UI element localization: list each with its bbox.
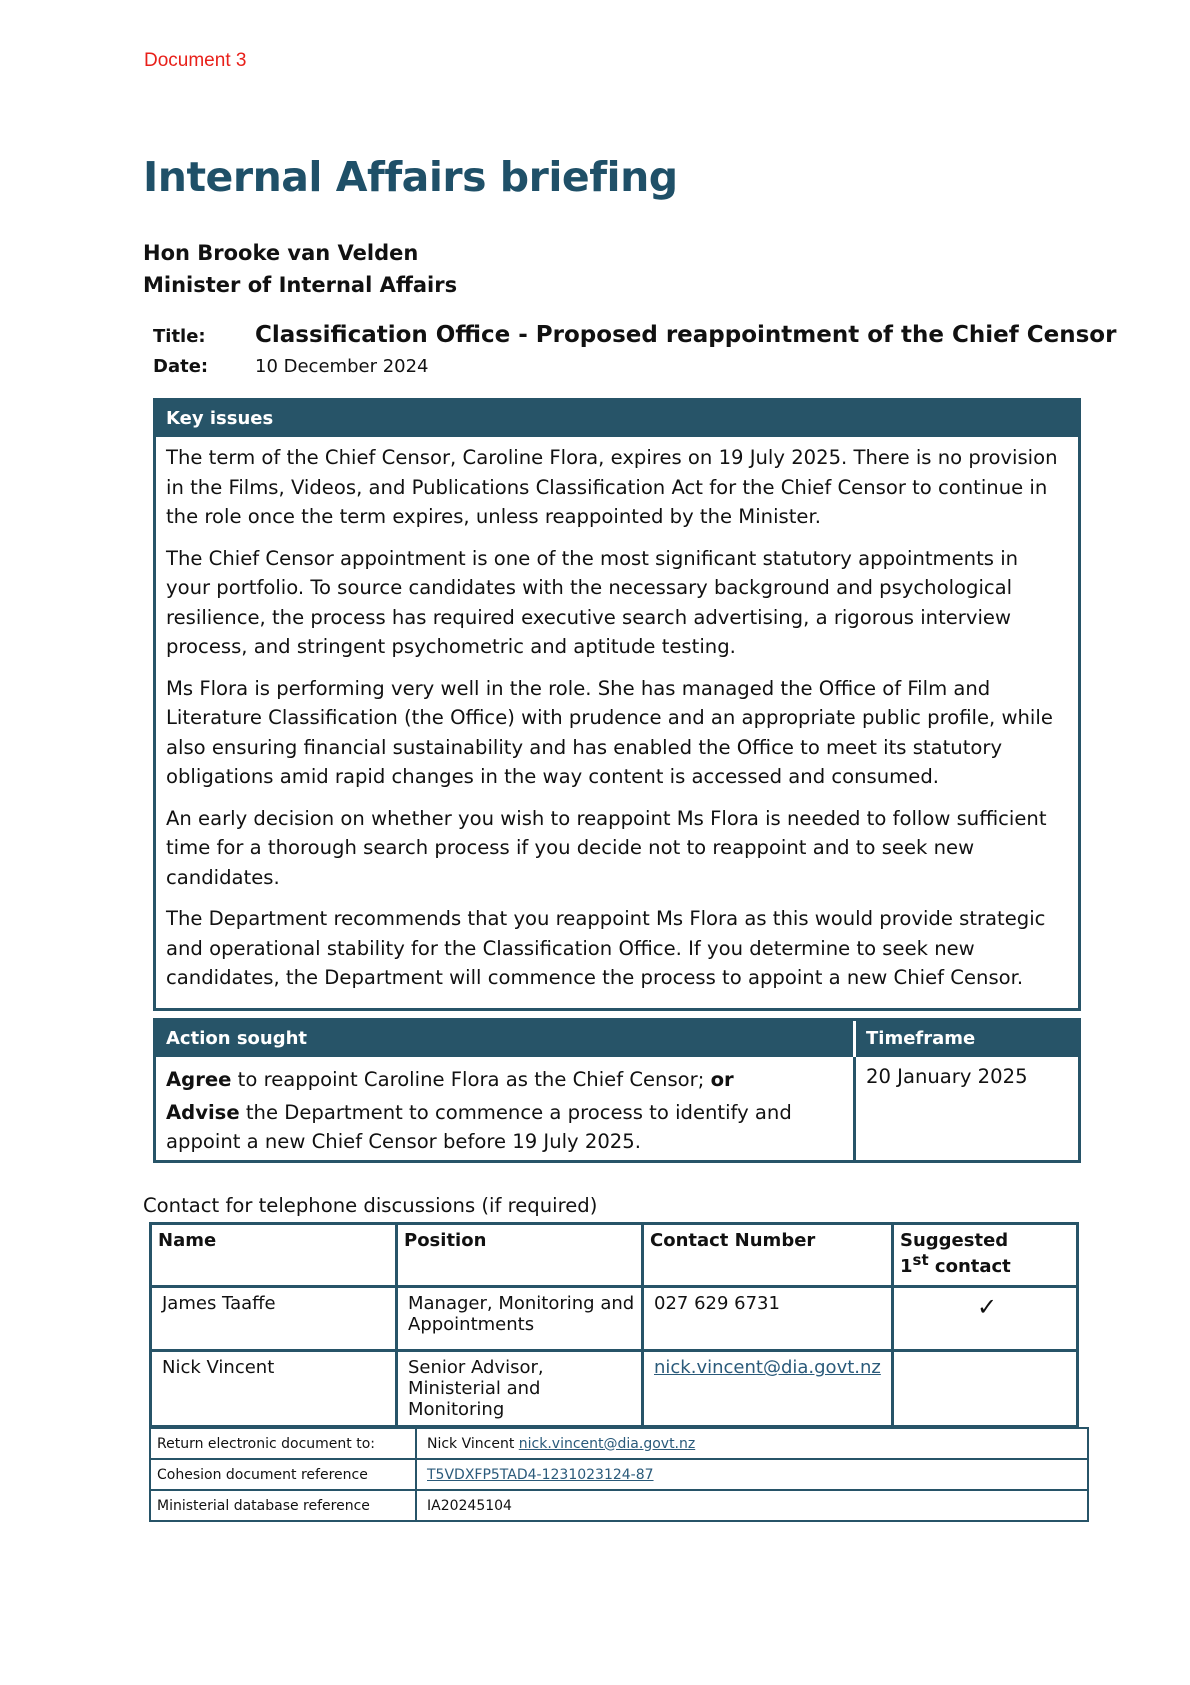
references-table: [149, 1427, 1089, 1522]
contact-name: Nick Vincent: [151, 1351, 397, 1427]
key-issue-paragraph: An early decision on whether you wish to reappoint Ms Flora is needed to follow sufficient time for a thorough search process if you decide not to reappoint and to seek new candidates.: [166, 806, 1047, 889]
suggested-ordinal: 1: [900, 1256, 913, 1277]
briefing-meta: [153, 322, 1116, 377]
date-label: Date:: [153, 356, 209, 377]
action-advise-line: [166, 1098, 843, 1156]
contacts-table: [149, 1222, 1079, 1428]
database-row: [150, 1490, 1088, 1521]
table-row: [151, 1351, 1078, 1427]
cohesion-reference-link[interactable]: T5VDXFP5TAD4-1231023124-87: [427, 1466, 654, 1483]
briefing-title: Classification Office - Proposed reappointment of the Chief Censor: [255, 322, 1117, 348]
minister-name: Hon Brooke van Velden: [143, 241, 419, 265]
addressee-block: [143, 237, 457, 301]
advise-text: the Department to commence a process to identify and appoint a new Chief Censor before 19 July 2025.: [166, 1101, 792, 1153]
action-agree-line: [166, 1065, 843, 1094]
timeframe-header: Timeframe: [856, 1021, 1078, 1057]
suggested-word: Suggested: [900, 1230, 1009, 1251]
page-title: Internal Affairs briefing: [143, 153, 678, 201]
contacts-header-row: [151, 1224, 1078, 1287]
action-body-row: [156, 1057, 1078, 1160]
contact-email-link[interactable]: nick.vincent@dia.govt.nz: [654, 1357, 881, 1378]
suggested-superscript: st: [912, 1251, 929, 1269]
key-issues-body: [156, 437, 1078, 993]
key-issue-paragraph: The term of the Chief Censor, Caroline Flora, expires on 19 July 2025. There is no provision in the Films, Videos, and Publications Classification Act for the Chief Censor to continue in the role once the term expires, unless reappointed by the Minister.: [166, 446, 1058, 528]
document-label: Document 3: [144, 50, 247, 71]
contact-name: James Taaffe: [151, 1287, 397, 1351]
briefing-date: 10 December 2024: [255, 356, 429, 377]
cohesion-value-cell: [416, 1459, 1088, 1490]
contact-number: 027 629 6731: [643, 1287, 893, 1351]
contact-email-cell: [643, 1351, 893, 1427]
number-column-header: Contact Number: [643, 1224, 893, 1287]
position-column-header: Position: [397, 1224, 643, 1287]
contact-position: Senior Advisor, Ministerial and Monitoring: [397, 1351, 643, 1427]
key-issue-paragraph: The Department recommends that you reappoint Ms Flora as this would provide strategic and operational stability for the Classification Office. If you determine to seek new candidates, the Department will commence the process to appoint a new Chief Censor.: [166, 907, 1046, 989]
table-row: [151, 1287, 1078, 1351]
agree-text: to reappoint Caroline Flora as the Chief Censor;: [231, 1068, 711, 1091]
key-issue-paragraph: Ms Flora is performing very well in the role. She has managed the Office of Film and Literature Classification (the Office) with prudence and an appropriate public profile, while also ensuring financial sustainability and has enabled the Office to meet its statutory obligations amid rapid changes in the way content is accessed and consumed.: [166, 676, 1053, 788]
first-contact-cell: [893, 1351, 1078, 1427]
database-label: Ministerial database reference: [150, 1490, 416, 1521]
return-email-link[interactable]: nick.vincent@dia.govt.nz: [518, 1435, 696, 1452]
cohesion-label: Cohesion document reference: [150, 1459, 416, 1490]
database-value: IA20245104: [416, 1490, 1088, 1521]
return-name: Nick Vincent: [427, 1435, 519, 1452]
contacts-caption: Contact for telephone discussions (if required): [143, 1194, 598, 1217]
action-header-row: [156, 1021, 1078, 1057]
suggested-column-header: [893, 1224, 1078, 1287]
title-label: Title:: [153, 326, 206, 347]
agree-keyword: Agree: [166, 1068, 232, 1091]
timeframe-value: 20 January 2025: [866, 1065, 1028, 1088]
action-sought-header: Action sought: [156, 1021, 856, 1057]
minister-role: Minister of Internal Affairs: [143, 273, 458, 297]
advise-keyword: Advise: [166, 1101, 240, 1124]
key-issue-paragraph: The Chief Censor appointment is one of the most significant statutory appointments in your portfolio. To source candidates with the necessary background and psychological resilience, the process has required executive search advertising, a rigorous interview process, and stringent psychometric and aptitude testing.: [166, 546, 1019, 658]
action-sought-box: [153, 1018, 1081, 1163]
return-value: [416, 1428, 1088, 1459]
name-column-header: Name: [151, 1224, 397, 1287]
or-keyword: or: [710, 1068, 734, 1091]
key-issues-box: [153, 398, 1081, 1011]
date-row: [153, 356, 1116, 377]
contact-position: Manager, Monitoring and Appointments: [397, 1287, 643, 1351]
key-issues-header: Key issues: [156, 401, 1078, 437]
return-label: Return electronic document to:: [150, 1428, 416, 1459]
suggested-contact-word: contact: [928, 1256, 1011, 1277]
action-text: [156, 1057, 856, 1160]
return-row: [150, 1428, 1088, 1459]
cohesion-row: [150, 1459, 1088, 1490]
first-contact-check-icon: ✓: [893, 1287, 1078, 1351]
title-row: [153, 322, 1116, 348]
